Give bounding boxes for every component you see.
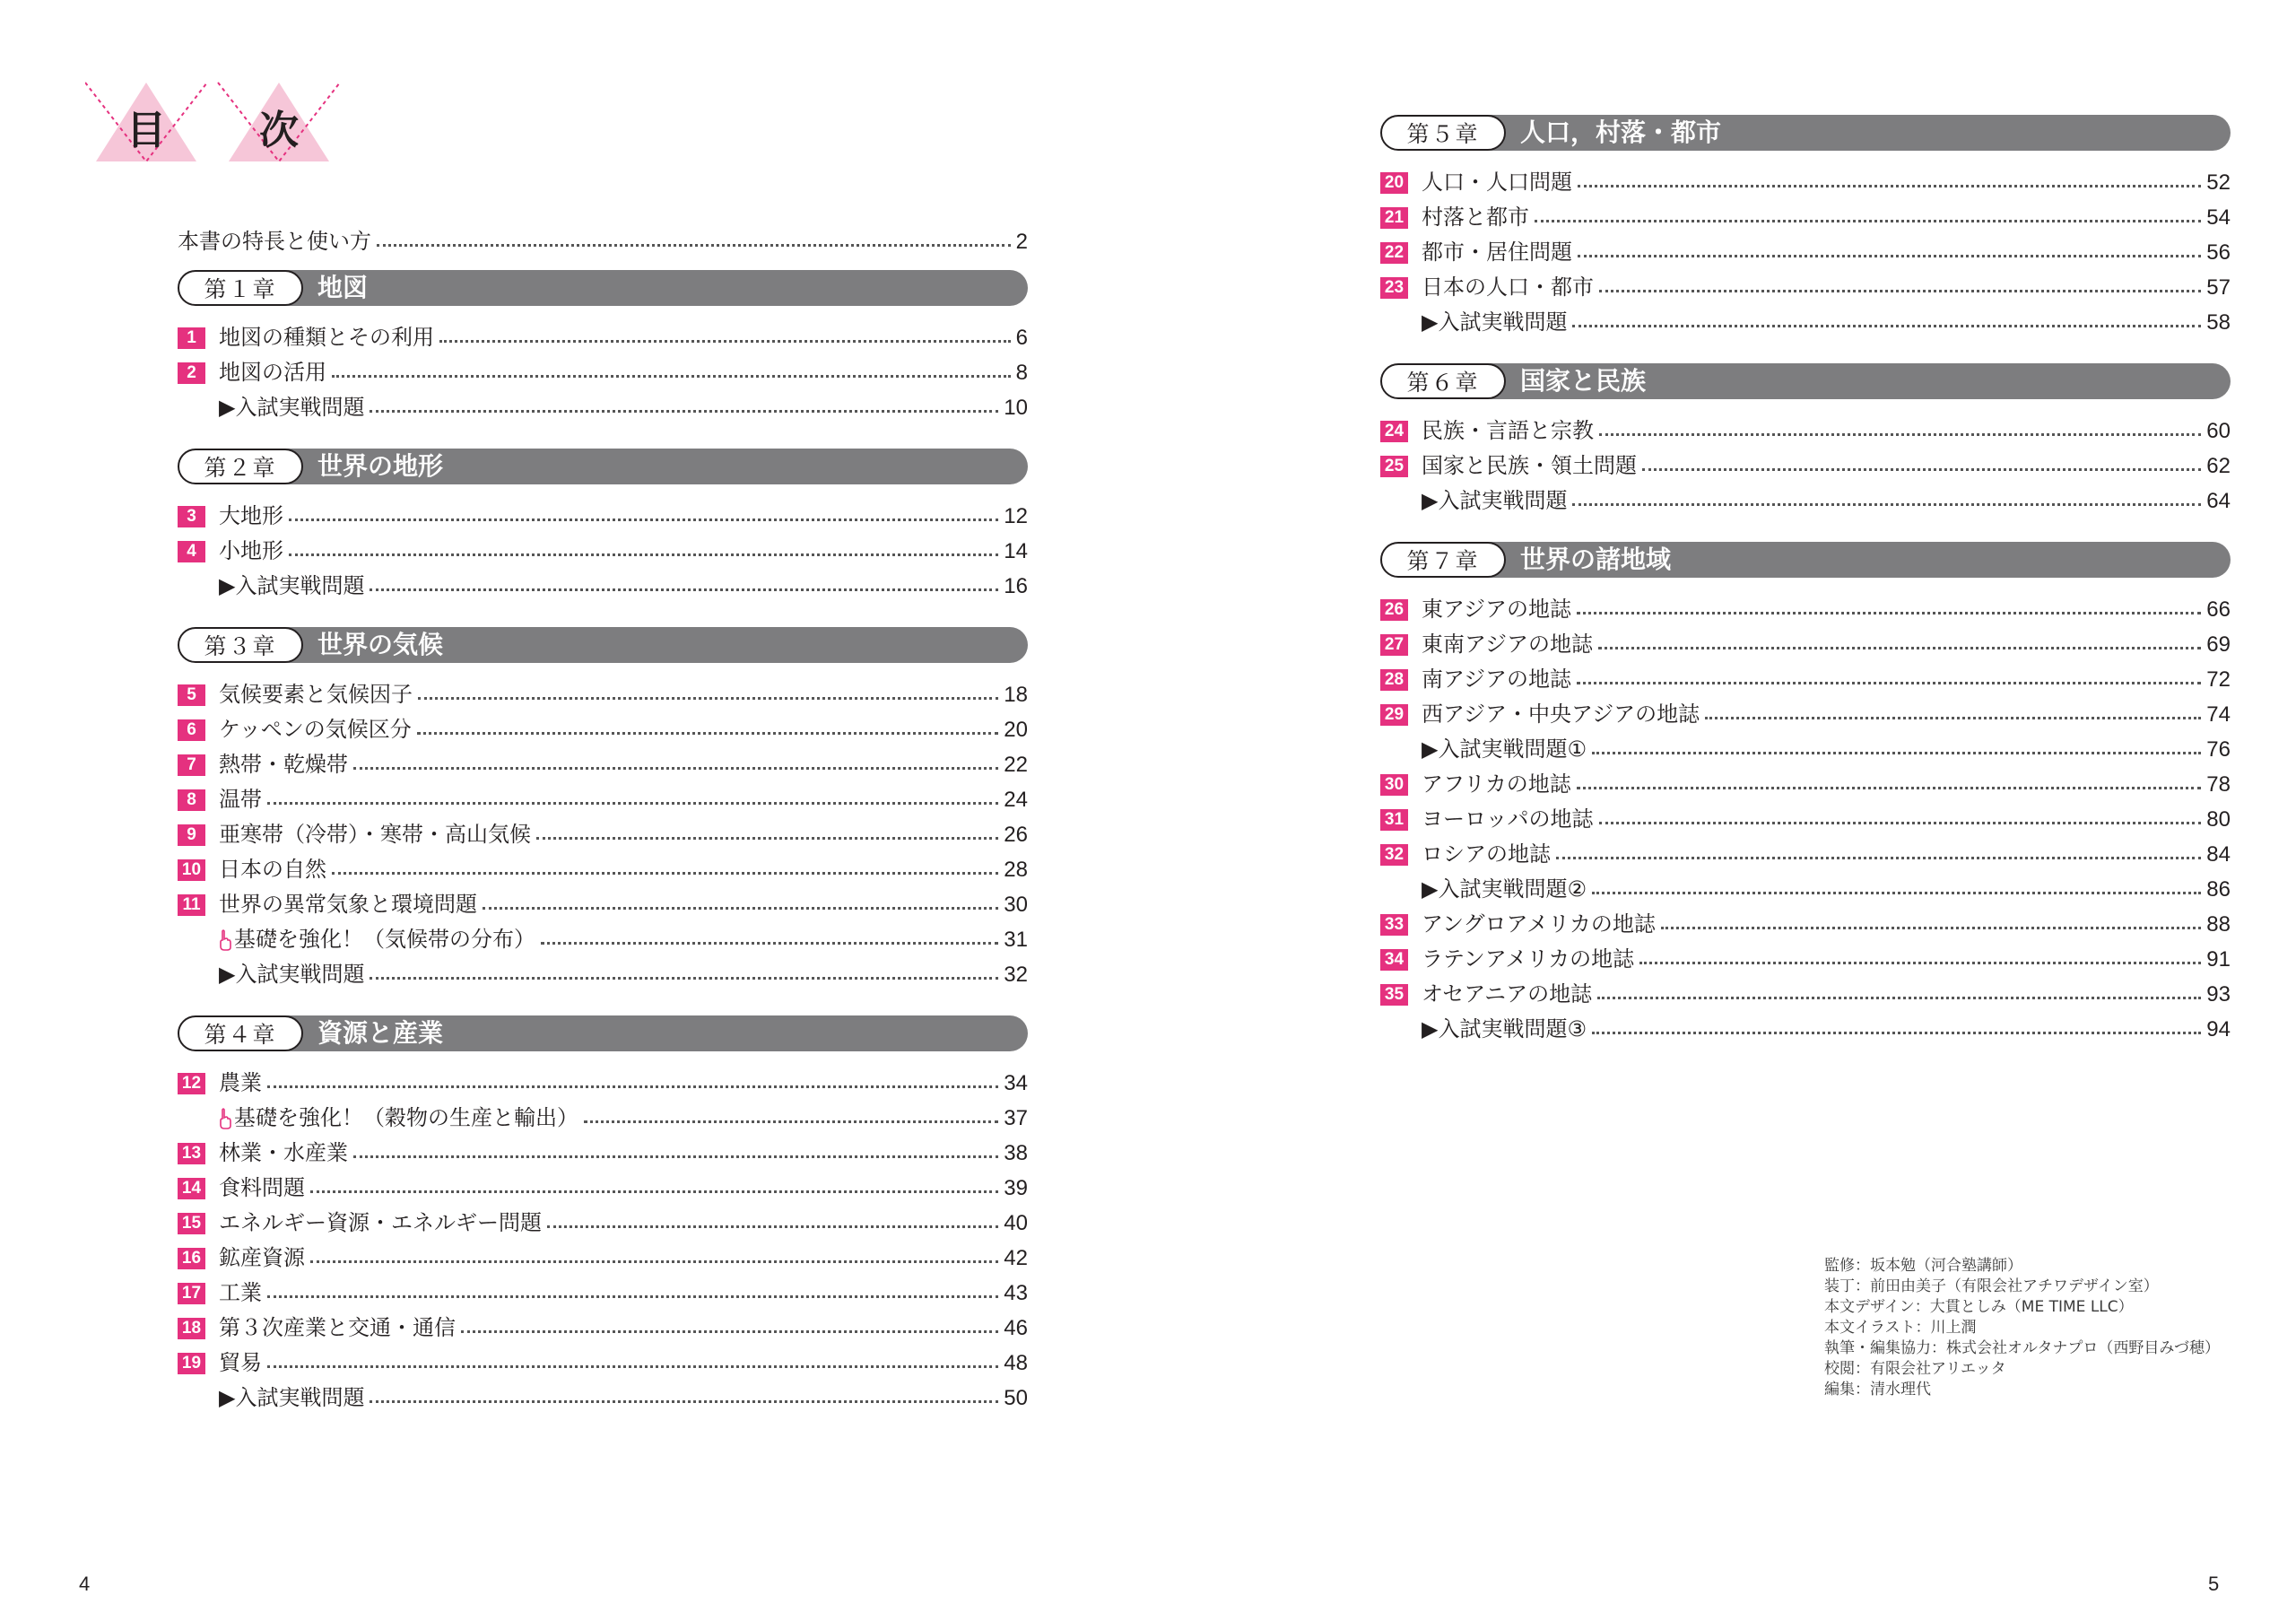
chapter-name: 人口，村落・都市 (1520, 118, 1722, 147)
entry-title: 基礎を強化！（気候帯の分布） (234, 927, 535, 952)
section-number-badge: 33 (1380, 914, 1408, 936)
entry-page: 37 (1004, 1106, 1028, 1130)
toc-entry[interactable] (178, 1206, 1028, 1241)
section-number-badge (178, 1108, 205, 1129)
entry-title: 小地形 (219, 538, 283, 563)
toc-entry[interactable] (1380, 592, 2231, 627)
chapter-header[interactable] (178, 627, 1028, 663)
entry-title: 鉱産資源 (219, 1245, 305, 1270)
toc-entry[interactable] (178, 782, 1028, 817)
credit-line: 校閲：有限会社アリエッタ (1824, 1360, 2006, 1378)
dotted-leader (547, 1225, 998, 1228)
toc-entry[interactable] (1380, 235, 2231, 270)
entry-page: 32 (1004, 963, 1028, 987)
section-number-badge: 11 (178, 894, 205, 916)
entry-page: 2 (1015, 230, 1028, 254)
toc-right-column (1380, 104, 2231, 1059)
entry-title: 温帯 (219, 787, 262, 812)
entry-page: 69 (2206, 632, 2231, 657)
entry-page: 56 (2206, 240, 2231, 265)
section-number-badge: 28 (1380, 669, 1408, 691)
entry-page: 30 (1004, 893, 1028, 917)
toc-entry[interactable] (178, 1136, 1028, 1171)
dotted-leader (370, 1400, 998, 1403)
page-number-right: 5 (2208, 1573, 2220, 1595)
toc-entry[interactable] (1380, 662, 2231, 697)
section-number-badge: 20 (1380, 172, 1408, 194)
toc-entry[interactable] (178, 922, 1028, 957)
entry-page: 42 (1004, 1246, 1028, 1270)
dotted-leader (267, 1365, 998, 1368)
chapter-label: 第２章 (178, 449, 303, 484)
entry-page: 94 (2206, 1017, 2231, 1041)
dotted-leader (1639, 962, 2201, 964)
dotted-leader (1599, 822, 2202, 824)
entry-page: 93 (2206, 982, 2231, 1007)
entry-title: 民族・言語と宗教 (1422, 418, 1594, 443)
toc-entry[interactable] (178, 712, 1028, 747)
entry-page: 31 (1004, 928, 1028, 952)
dotted-leader (267, 802, 998, 805)
dotted-leader (1578, 255, 2201, 257)
entry-page: 54 (2206, 205, 2231, 230)
entry-page: 64 (2206, 489, 2231, 513)
toc-entry[interactable] (1380, 697, 2231, 732)
entry-page: 76 (2206, 737, 2231, 762)
entry-title: 南アジアの地誌 (1422, 667, 1572, 692)
dotted-leader (1597, 997, 2201, 999)
entry-title: 日本の自然 (219, 857, 326, 882)
dotted-leader (1599, 290, 2201, 292)
entry-title: 貿易 (219, 1350, 262, 1375)
dotted-leader (267, 1085, 998, 1088)
entry-page: 46 (1004, 1316, 1028, 1340)
entry-title: ▶入試実戦問題 (219, 573, 365, 598)
entry-title: 都市・居住問題 (1422, 240, 1572, 265)
entry-title: ▶入試実戦問題 (219, 395, 365, 420)
entry-title: 大地形 (219, 503, 283, 528)
toc-entry[interactable] (178, 1381, 1028, 1416)
entry-title: 村落と都市 (1422, 205, 1529, 230)
entry-title: 第３次産業と交通・通信 (219, 1315, 456, 1340)
entry-title: 人口・人口問題 (1422, 170, 1572, 195)
entry-page: 91 (2206, 947, 2231, 972)
entry-page: 18 (1004, 683, 1028, 707)
entry-page: 24 (1004, 788, 1028, 812)
toc-entry[interactable] (178, 355, 1028, 390)
toc-entry[interactable] (1380, 305, 2231, 340)
section-number-badge: 23 (1380, 277, 1408, 299)
section-number-badge: 14 (178, 1178, 205, 1199)
toc-entry[interactable] (1380, 200, 2231, 235)
entry-title: アングロアメリカの地誌 (1422, 911, 1656, 937)
entry-page: 52 (2206, 170, 2231, 195)
entry-page: 8 (1015, 361, 1028, 385)
credits-block (1824, 1256, 2220, 1400)
toc-entry[interactable] (178, 1241, 1028, 1276)
toc-intro-entry[interactable] (178, 224, 1028, 259)
credit-line: 本文イラスト：川上潤 (1824, 1319, 1977, 1337)
dotted-leader (310, 1260, 998, 1263)
section-number-badge (1380, 739, 1408, 761)
dotted-leader (289, 519, 998, 521)
dotted-leader (1592, 1032, 2201, 1034)
toc-entry[interactable] (1380, 270, 2231, 305)
section-number-badge: 3 (178, 506, 205, 527)
section-number-badge: 24 (1380, 421, 1408, 442)
chapter-header[interactable] (178, 449, 1028, 484)
toc-entry[interactable] (1380, 414, 2231, 449)
section-number-badge: 4 (178, 541, 205, 562)
entry-title: 西アジア・中央アジアの地誌 (1422, 702, 1700, 727)
section-number-badge: 26 (1380, 599, 1408, 621)
dotted-leader (370, 588, 998, 591)
dotted-leader (461, 1330, 998, 1333)
toc-entry[interactable] (1380, 165, 2231, 200)
entry-title: エネルギー資源・エネルギー問題 (219, 1210, 542, 1235)
chapter-header[interactable] (1380, 363, 2231, 399)
entry-title: 本書の特長と使い方 (178, 229, 371, 254)
section-number-badge (178, 929, 205, 951)
entry-page: 34 (1004, 1071, 1028, 1095)
credit-line: 本文デザイン：大貫としみ（ME TIME LLC） (1824, 1298, 2134, 1316)
toc-entry[interactable] (178, 1066, 1028, 1101)
credit-line: 執筆・編集協力：株式会社オルタナプロ（西野目みづ穂） (1824, 1339, 2220, 1357)
entry-title: ▶入試実戦問題② (1422, 876, 1587, 902)
toc-entry[interactable] (178, 1101, 1028, 1136)
entry-title: ▶入試実戦問題 (1422, 309, 1568, 335)
dotted-leader (332, 375, 1011, 378)
entry-title: ラテンアメリカの地誌 (1422, 946, 1635, 972)
chapter-name: 国家と民族 (1520, 366, 1647, 396)
entry-title: 農業 (219, 1070, 262, 1095)
toc-entry[interactable] (178, 569, 1028, 604)
credit-line: 監修：坂本勉（河合塾講師） (1824, 1257, 2022, 1275)
dotted-leader (1592, 752, 2201, 754)
entry-page: 78 (2206, 772, 2231, 797)
entry-title: 基礎を強化！（穀物の生産と輸出） (234, 1105, 578, 1130)
entry-page: 20 (1004, 718, 1028, 742)
entry-page: 58 (2206, 310, 2231, 335)
entry-title: ▶入試実戦問題① (1422, 736, 1587, 762)
toc-entry[interactable] (1380, 767, 2231, 802)
pointing-hand-icon (219, 929, 231, 951)
entry-page: 12 (1004, 504, 1028, 528)
entry-page: 16 (1004, 574, 1028, 598)
dotted-leader (1599, 433, 2201, 436)
toc-heading-decoration (85, 74, 345, 172)
entry-page: 60 (2206, 419, 2231, 443)
toc-entry[interactable] (178, 499, 1028, 534)
chapter-label: 第７章 (1380, 542, 1506, 578)
section-number-badge (1380, 1019, 1408, 1041)
toc-entry[interactable] (1380, 977, 2231, 1012)
entry-title: ▶入試実戦問題 (219, 962, 365, 987)
chapter-label: 第５章 (1380, 115, 1506, 151)
section-number-badge: 18 (178, 1318, 205, 1339)
entry-title: ▶入試実戦問題 (1422, 488, 1568, 513)
entry-page: 39 (1004, 1176, 1028, 1200)
section-number-badge: 29 (1380, 704, 1408, 726)
entry-title: 地図の活用 (219, 360, 326, 385)
section-number-badge (1380, 879, 1408, 901)
section-number-badge: 25 (1380, 456, 1408, 477)
dotted-leader (353, 1155, 998, 1158)
dotted-leader (1592, 892, 2201, 894)
entry-title: ▶入試実戦問題 (219, 1385, 365, 1410)
toc-entry[interactable] (1380, 872, 2231, 907)
dotted-leader (1578, 185, 2201, 187)
chapter-header[interactable] (1380, 115, 2231, 151)
toc-entry[interactable] (178, 1346, 1028, 1381)
entry-page: 43 (1004, 1281, 1028, 1305)
dotted-leader (1572, 503, 2201, 506)
entry-title: ロシアの地誌 (1422, 841, 1551, 867)
entry-title: 亜寒帯（冷帯）・寒帯・高山気候 (219, 822, 531, 847)
toc-left-column (178, 224, 1028, 1428)
entry-title: アフリカの地誌 (1422, 771, 1571, 797)
dotted-leader (310, 1190, 998, 1193)
entry-title: 日本の人口・都市 (1422, 275, 1594, 300)
entry-page: 88 (2206, 912, 2231, 937)
entry-page: 80 (2206, 807, 2231, 832)
chapter-name: 世界の地形 (317, 451, 444, 481)
entry-page: 28 (1004, 858, 1028, 882)
toc-entry[interactable] (178, 677, 1028, 712)
entry-page: 74 (2206, 702, 2231, 727)
toc-entry[interactable] (178, 534, 1028, 569)
toc-entry[interactable] (178, 1311, 1028, 1346)
dotted-leader (1577, 787, 2201, 789)
section-number-badge: 16 (178, 1248, 205, 1269)
heading-char-2: 次 (259, 108, 299, 153)
toc-entry[interactable] (1380, 449, 2231, 484)
section-number-badge: 5 (178, 684, 205, 706)
entry-page: 38 (1004, 1141, 1028, 1165)
dotted-leader (439, 340, 1011, 343)
chapter-name: 資源と産業 (317, 1018, 444, 1048)
dotted-leader (1572, 325, 2201, 327)
entry-page: 40 (1004, 1211, 1028, 1235)
section-number-badge: 8 (178, 789, 205, 811)
entry-page: 48 (1004, 1351, 1028, 1375)
section-number-badge (1380, 312, 1408, 334)
dotted-leader (1556, 857, 2201, 859)
dotted-leader (1661, 927, 2201, 929)
entry-page: 86 (2206, 877, 2231, 902)
toc-entry[interactable] (178, 1276, 1028, 1311)
entry-title: 国家と民族・領土問題 (1422, 453, 1637, 478)
toc-entry[interactable] (1380, 732, 2231, 767)
dotted-leader (536, 837, 998, 840)
dotted-leader (483, 907, 998, 910)
entry-title: 食料問題 (219, 1175, 305, 1200)
dotted-leader (377, 244, 1011, 247)
section-number-badge (178, 397, 205, 419)
entry-page: 72 (2206, 667, 2231, 692)
entry-title: ▶入試実戦問題③ (1422, 1016, 1587, 1041)
section-number-badge: 9 (178, 824, 205, 846)
entry-page: 57 (2206, 275, 2231, 300)
toc-entry[interactable] (1380, 907, 2231, 942)
entry-title: 東アジアの地誌 (1422, 597, 1572, 622)
toc-entry[interactable] (178, 957, 1028, 992)
chapter-label: 第１章 (178, 270, 303, 306)
section-number-badge: 7 (178, 754, 205, 776)
entry-title: 世界の異常気象と環境問題 (219, 892, 477, 917)
dotted-leader (417, 732, 998, 735)
section-number-badge (178, 964, 205, 986)
toc-entry[interactable] (1380, 942, 2231, 977)
dotted-leader (418, 697, 998, 700)
section-number-badge: 22 (1380, 242, 1408, 264)
toc-entry[interactable] (178, 1171, 1028, 1206)
section-number-badge: 2 (178, 362, 205, 384)
section-number-badge (178, 1388, 205, 1409)
dotted-leader (289, 553, 998, 556)
section-number-badge (1380, 491, 1408, 512)
section-number-badge: 12 (178, 1073, 205, 1094)
entry-title: オセアニアの地誌 (1422, 981, 1593, 1007)
toc-entry[interactable] (1380, 627, 2231, 662)
entry-title: ケッペンの気候区分 (219, 717, 412, 742)
dotted-leader (1598, 647, 2201, 649)
section-number-badge: 6 (178, 719, 205, 741)
section-number-badge: 13 (178, 1143, 205, 1164)
heading-char-1: 目 (126, 108, 166, 153)
toc-entry[interactable] (178, 390, 1028, 425)
chapter-header[interactable] (1380, 542, 2231, 578)
dotted-leader (1642, 468, 2201, 471)
dotted-leader (1577, 682, 2201, 684)
chapter-name: 世界の気候 (317, 630, 444, 659)
chapter-name: 世界の諸地域 (1520, 545, 1672, 574)
dotted-leader (332, 872, 998, 875)
credit-line: 装丁：前田由美子（有限会社アチワデザイン室） (1824, 1277, 2159, 1295)
dotted-leader (370, 410, 998, 413)
entry-title: 工業 (219, 1280, 262, 1305)
dotted-leader (584, 1120, 998, 1123)
credit-line: 編集：清水理代 (1824, 1381, 1931, 1399)
section-number-badge: 1 (178, 327, 205, 349)
chapter-header[interactable] (178, 1015, 1028, 1051)
dotted-leader (1705, 717, 2201, 719)
entry-page: 26 (1004, 823, 1028, 847)
section-number-badge: 35 (1380, 984, 1408, 1006)
dotted-leader (353, 767, 998, 770)
toc-entry[interactable] (178, 817, 1028, 852)
section-number-badge: 17 (178, 1283, 205, 1304)
dotted-leader (1535, 220, 2201, 222)
toc-entry[interactable] (178, 320, 1028, 355)
dotted-leader (370, 977, 998, 980)
toc-entry[interactable] (1380, 802, 2231, 837)
entry-title: 熱帯・乾燥帯 (219, 752, 348, 777)
chapter-name: 地図 (317, 273, 369, 302)
section-number-badge: 21 (1380, 207, 1408, 229)
entry-title: 地図の種類とその利用 (219, 325, 434, 350)
entry-page: 10 (1004, 396, 1028, 420)
entry-page: 6 (1015, 326, 1028, 350)
entry-page: 22 (1004, 753, 1028, 777)
toc-entry[interactable] (1380, 1012, 2231, 1047)
section-number-badge: 15 (178, 1213, 205, 1234)
chapter-label: 第３章 (178, 627, 303, 663)
entry-page: 84 (2206, 842, 2231, 867)
section-number-badge: 32 (1380, 844, 1408, 866)
entry-page: 62 (2206, 454, 2231, 478)
entry-title: ヨーロッパの地誌 (1422, 806, 1594, 832)
section-number-badge: 34 (1380, 949, 1408, 971)
toc-entry[interactable] (1380, 484, 2231, 519)
section-number-badge: 10 (178, 859, 205, 881)
chapter-label: 第４章 (178, 1015, 303, 1051)
section-number-badge: 19 (178, 1353, 205, 1374)
chapter-bar (258, 270, 1028, 306)
pointing-hand-icon (219, 1108, 231, 1129)
toc-entry[interactable] (1380, 837, 2231, 872)
section-number-badge: 30 (1380, 774, 1408, 796)
entry-title: 気候要素と気候因子 (219, 682, 413, 707)
section-number-badge (178, 576, 205, 597)
chapter-label: 第６章 (1380, 363, 1506, 399)
toc-entry[interactable] (178, 747, 1028, 782)
entry-title: 林業・水産業 (219, 1140, 348, 1165)
section-number-badge: 27 (1380, 634, 1408, 656)
dotted-leader (541, 942, 998, 945)
page-number-left: 4 (79, 1573, 91, 1595)
entry-title: 東南アジアの地誌 (1422, 632, 1594, 657)
entry-page: 50 (1004, 1386, 1028, 1410)
toc-entry[interactable] (178, 887, 1028, 922)
dotted-leader (1577, 612, 2201, 614)
chapter-header[interactable] (178, 270, 1028, 306)
toc-entry[interactable] (178, 852, 1028, 887)
entry-page: 14 (1004, 539, 1028, 563)
entry-page: 66 (2206, 597, 2231, 622)
dotted-leader (267, 1295, 998, 1298)
section-number-badge: 31 (1380, 809, 1408, 831)
